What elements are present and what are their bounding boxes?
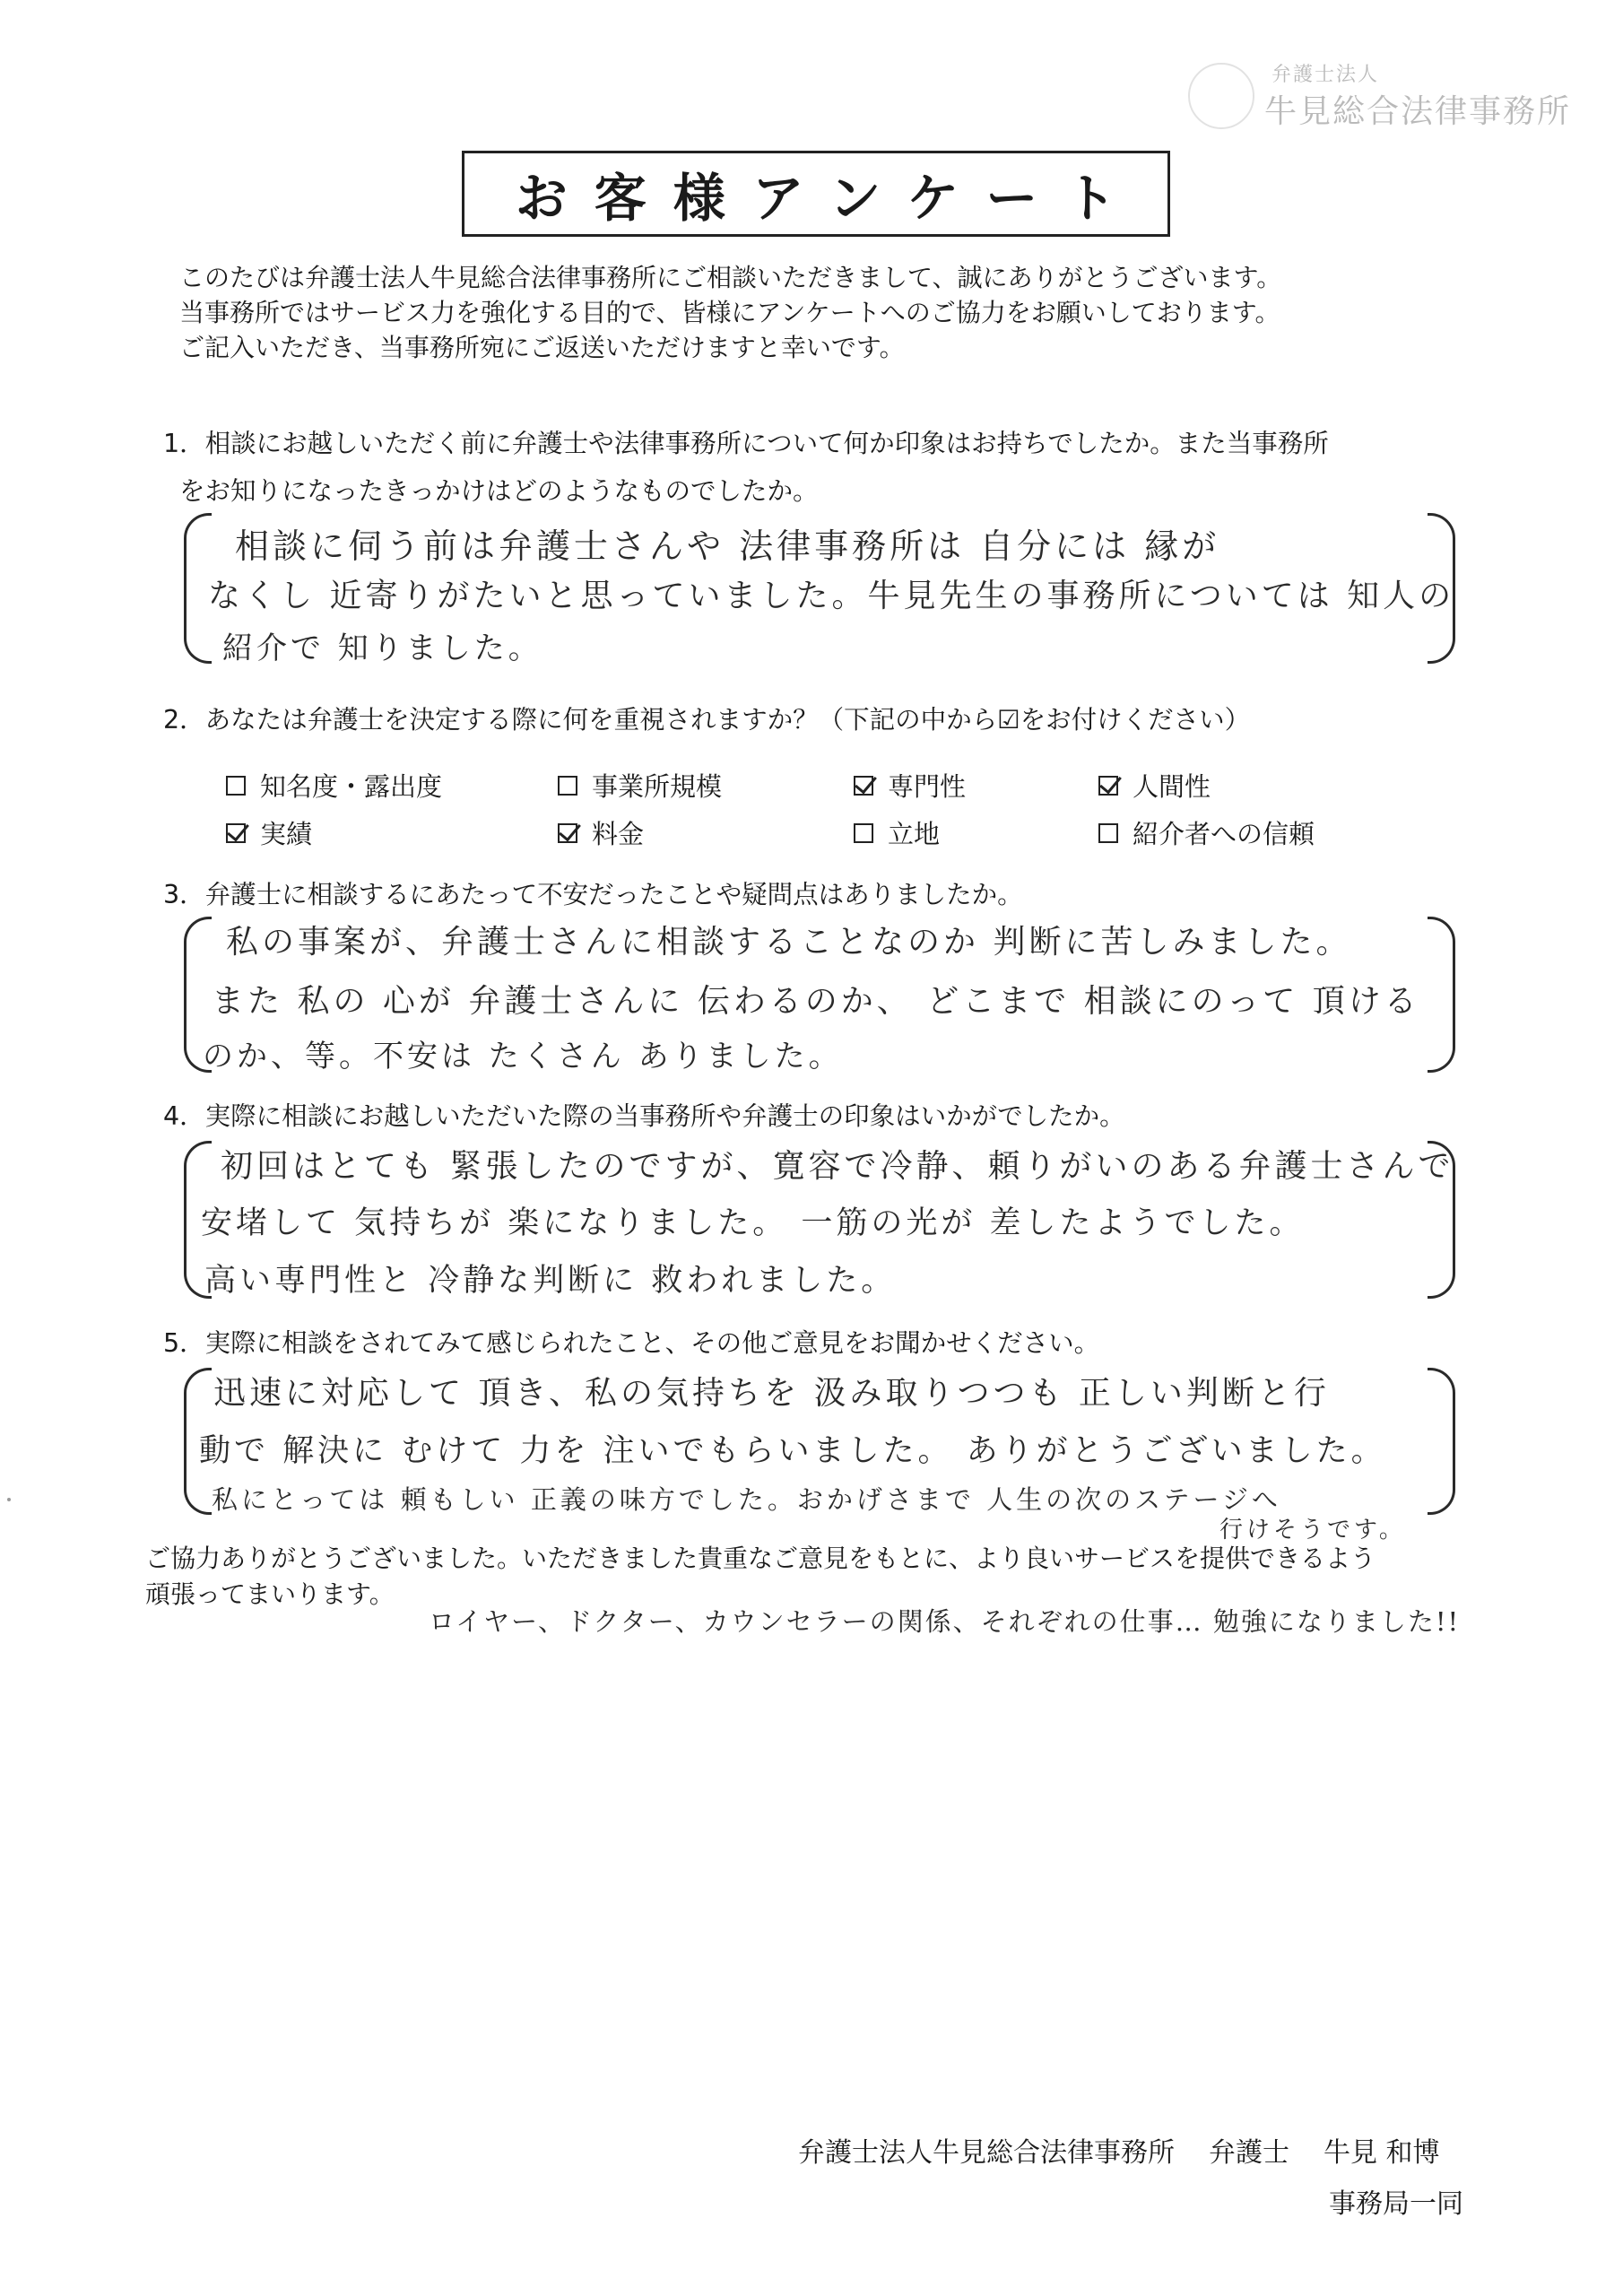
option-expertise[interactable]: [854, 767, 966, 804]
question-3: 3．弁護士に相談するにあたって不安だったことや疑問点はありましたか。: [163, 880, 1023, 909]
answer-3-line: また 私の 心が 弁護士さんに 伝わるのか、 どこまで 相談にのって 頂ける: [212, 983, 1420, 1020]
logo-firm-type: 弁護士法人: [1271, 64, 1380, 86]
firm-logo-mark: [1188, 63, 1254, 129]
answer-1-line: 紹介で 知りました。: [222, 631, 542, 666]
option-label: 人間性: [1133, 771, 1211, 802]
scan-speck: [7, 1498, 11, 1501]
checkbox-checked[interactable]: [1098, 776, 1118, 796]
answer-3-line: のか、等。不安は たくさん ありました。: [203, 1039, 843, 1074]
checkbox[interactable]: [854, 823, 873, 843]
signature-line: [798, 2130, 1440, 2170]
question-5: 5．実際に相談をされてみて感じられたこと、その他ご意見をお聞かせください。: [163, 1328, 1100, 1358]
option-firm-size[interactable]: [558, 767, 722, 804]
checkbox-checked[interactable]: [558, 823, 577, 843]
signature-firm: 弁護士法人牛見総合法律事務所: [798, 2137, 1175, 2169]
answer-3-bracket-right: [1428, 917, 1455, 1073]
intro-line: ご記入いただき、当事務所宛にご返送いただけますと幸いです。: [179, 333, 905, 362]
option-label: 実績: [260, 819, 313, 849]
answer-1-line: 相談に伺う前は弁護士さんや 法律事務所は 自分には 縁が: [235, 526, 1220, 566]
question-2: 2．あなたは弁護士を決定する際に何を重視されますか？（下記の中から☑をお付けください）: [163, 705, 1251, 735]
signature-office: 事務局一同: [1329, 2188, 1463, 2220]
option-location[interactable]: [854, 814, 940, 851]
checkbox[interactable]: [1098, 823, 1118, 843]
option-referrer-trust[interactable]: [1098, 814, 1315, 851]
answer-5-bracket-right: [1428, 1368, 1455, 1515]
answer-5-line: 私にとっては 頼もしい 正義の味方でした。おかげさまで 人生の次のステージへ: [212, 1484, 1281, 1515]
answer-5-line: 動で 解決に むけて 力を 注いでもらいました。 ありがとうございました。: [199, 1433, 1386, 1469]
question-1-line: 1．相談にお越しいただく前に弁護士や法律事務所について何か印象はお持ちでしたか。また当事務所: [163, 429, 1329, 458]
option-label: 立地: [888, 819, 941, 849]
title-box: [462, 151, 1170, 237]
page-title: お客様アンケート: [515, 168, 1144, 229]
checkbox-checked[interactable]: [226, 823, 246, 843]
question-4: 4．実際に相談にお越しいただいた際の当事務所や弁護士の印象はいかがでしたか。: [163, 1101, 1125, 1131]
answer-4-line: 安堵して 気持ちが 楽になりました。 一筋の光が 差したようでした。: [201, 1205, 1305, 1241]
answer-5-line: 行けそうです。: [1219, 1517, 1406, 1544]
intro-line: 当事務所ではサービス力を強化する目的で、皆様にアンケートへのご協力をお願いしております。: [179, 298, 1280, 327]
checkbox-checked[interactable]: [854, 776, 873, 796]
answer-4-line: 初回はとても 緊張したのですが、寛容で冷静、頼りがいのある弁護士さんで: [221, 1148, 1454, 1185]
thanks-line: 頑張ってまいります。: [145, 1579, 395, 1609]
option-fee[interactable]: [558, 814, 644, 851]
intro-paragraph: [179, 260, 1281, 365]
question-1-line: をお知りになったきっかけはどのようなものでしたか。: [179, 476, 819, 506]
option-label: 知名度・露出度: [260, 771, 443, 802]
signature-name: 牛見 和博: [1324, 2137, 1440, 2169]
checkbox[interactable]: [558, 776, 577, 796]
option-label: 料金: [592, 819, 645, 849]
answer-1-line: なくし 近寄りがたいと思っていました。牛見先生の事務所については 知人の: [208, 578, 1455, 614]
logo-firm-name: 牛見総合法律事務所: [1264, 93, 1572, 130]
option-personality[interactable]: [1098, 767, 1211, 804]
checkbox[interactable]: [226, 776, 246, 796]
signature-role: 弁護士: [1209, 2137, 1289, 2169]
thanks-line: ご協力ありがとうございました。いただきました貴重なご意見をもとに、より良いサービスを提供できるよう: [145, 1544, 1376, 1573]
option-label: 紹介者への信頼: [1133, 819, 1315, 849]
intro-line: このたびは弁護士法人牛見総合法律事務所にご相談いただきまして、誠にありがとうございます。: [179, 263, 1282, 292]
answer-4-line: 高い専門性と 冷静な判断に 救われました。: [204, 1263, 897, 1299]
answer-5-extra-line: ロイヤー、ドクター、カウンセラーの関係、それぞれの仕事… 勉強になりました!!: [429, 1606, 1461, 1637]
option-label: 事業所規模: [592, 771, 723, 802]
option-track-record[interactable]: [226, 814, 312, 851]
answer-5-line: 迅速に対応して 頂き、私の気持ちを 汲み取りつつも 正しい判断と行: [213, 1375, 1330, 1412]
option-name-recognition[interactable]: [226, 767, 442, 804]
answer-3-line: 私の事案が、弁護士さんに相談することなのか 判断に苦しみました。: [226, 924, 1352, 961]
option-label: 専門性: [888, 771, 967, 802]
